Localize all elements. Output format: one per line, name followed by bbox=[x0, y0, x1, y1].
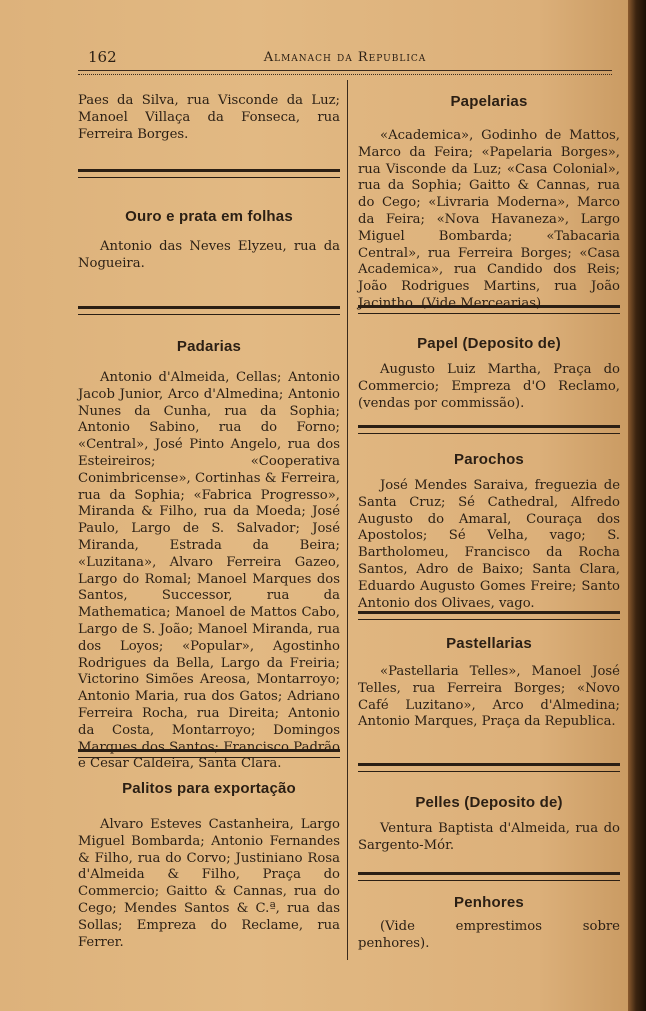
running-title: Almanach da Republica bbox=[263, 50, 427, 65]
section-text: Ventura Baptista d'Almeida, rua do Sargento-Mór. bbox=[358, 821, 620, 853]
section-text: Antonio d'Almeida, Cellas; Antonio Jacob Junior, Arco d'Almedina; Antonio Nunes da Cunha, rua da Sophia; Antonio Sabino, rua do Forno; «Central», José Pinto Angelo, rua dos Esteireiros; «Cooperativa Conimbricense», Cortinhas & Ferreira, rua da Sophia; «Fabrica Progresso», Miranda & Filho, rua da Moeda; José Paulo, Largo de S. Salvador; José Miranda, Estrada da Beira; «Luzitana», Alvaro Ferreira Gazeo, Largo do Romal; Manoel Marques dos Santos, Successor, rua da Mathematica; Manoel de Mattos Cabo, Largo de S. João; Manoel Miranda, rua dos Loyos; «Popular», Agostinho Rodrigues da Bella, Largo da Freiria; Victorino Simões Areosa, Montarroyo; Antonio Maria, rua dos Gatos; Adriano Ferreira Rocha, rua Direita; Antonio da Costa, Montarroyo; Domingos Marques dos Santos; Francisco Padrão e Cesar Caldeira, Santa Clara. bbox=[78, 370, 340, 772]
section-parochos bbox=[358, 451, 620, 612]
page-number: 162 bbox=[88, 48, 117, 66]
section-papel-deposito bbox=[358, 335, 620, 412]
section-heading: Papel (Deposito de) bbox=[417, 335, 561, 352]
section-text: «Pastellaria Telles», Manoel José Telles, rua Ferreira Borges; «Novo Café Luzitano», Arco d'Almedina; Antonio Marques, Praça da Republica. bbox=[358, 664, 620, 730]
section-text: Augusto Luiz Martha, Praça do Commercio; Empreza d'O Reclamo, (vendas por commissão). bbox=[358, 362, 620, 411]
section-heading: Ouro e prata em folhas bbox=[125, 208, 293, 225]
section-pelles-deposito bbox=[358, 794, 620, 855]
section-heading: Pelles (Deposito de) bbox=[415, 794, 563, 811]
section-heading: Pastellarias bbox=[446, 635, 532, 652]
left-column bbox=[78, 0, 340, 1011]
section-text: José Mendes Saraiva, freguezia de Santa Cruz; Sé Cathedral, Alfredo Augusto do Amaral, Couraça dos Apostolos; Sé Velha, vago; S. Bartholomeu, Francisco da Rocha Santos, Adro de Baixo; Santa Clara, Eduardo Augusto Gomes Freire; Santo Antonio dos Olivaes, vago. bbox=[358, 478, 620, 611]
column-divider bbox=[347, 80, 348, 960]
section-penhores bbox=[358, 894, 620, 953]
section-heading: Padarias bbox=[176, 338, 242, 355]
section-rule bbox=[78, 169, 340, 178]
section-ouro-e-prata bbox=[78, 208, 340, 273]
section-text: Antonio das Neves Elyzeu, rua da Nogueira. bbox=[78, 239, 340, 271]
section-text: «Academica», Godinho de Mattos, Marco da Feira; «Papelaria Borges», rua Visconde da Luz; «Casa Colonial», rua da Sophia; Gaitto & Cannas, rua do Cego; «Livraria Moderna», Marco da Feira; «Nova Havaneza», Largo Miguel Bombarda; «Tabacaria Central», rua Ferreira Borges; «Casa Academica», rua Candido dos Reis; João Rodrigues Martins, rua João Jacintho. (Vide Mercearias). bbox=[358, 128, 620, 311]
book-spine bbox=[628, 0, 646, 1011]
right-column bbox=[358, 0, 620, 1011]
section-text: (Vide emprestimos sobre penhores). bbox=[358, 919, 620, 951]
section-rule bbox=[78, 749, 340, 758]
section-rule bbox=[78, 306, 340, 315]
section-rule bbox=[358, 305, 620, 314]
continuation-text: Paes da Silva, rua Visconde da Luz; Manoel Villaça da Fonseca, rua Ferreira Borges. bbox=[78, 93, 340, 142]
section-heading: Parochos bbox=[454, 451, 524, 468]
section-text: Alvaro Esteves Castanheira, Largo Miguel Bombarda; Antonio Fernandes & Filho, rua do Corvo; Justiniano Rosa d'Almeida & Filho, Praça do Commercio; Gaitto & Cannas, rua do Cego; Mendes Santos & C.ª, rua das Sollas; Empreza do Reclame, rua Ferrer. bbox=[78, 817, 340, 950]
section-heading: Palitos para exportação bbox=[122, 780, 296, 797]
section-rule bbox=[358, 611, 620, 620]
section-pastellarias bbox=[358, 635, 620, 731]
section-heading: Penhores bbox=[454, 894, 524, 911]
section-rule bbox=[358, 425, 620, 434]
section-rule bbox=[358, 872, 620, 881]
section-papelarias bbox=[358, 93, 620, 313]
section-padarias bbox=[78, 338, 340, 773]
section-rule bbox=[358, 763, 620, 772]
section-heading: Papelarias bbox=[450, 93, 528, 110]
section-palitos bbox=[78, 780, 340, 951]
continuation-entry bbox=[78, 93, 340, 143]
